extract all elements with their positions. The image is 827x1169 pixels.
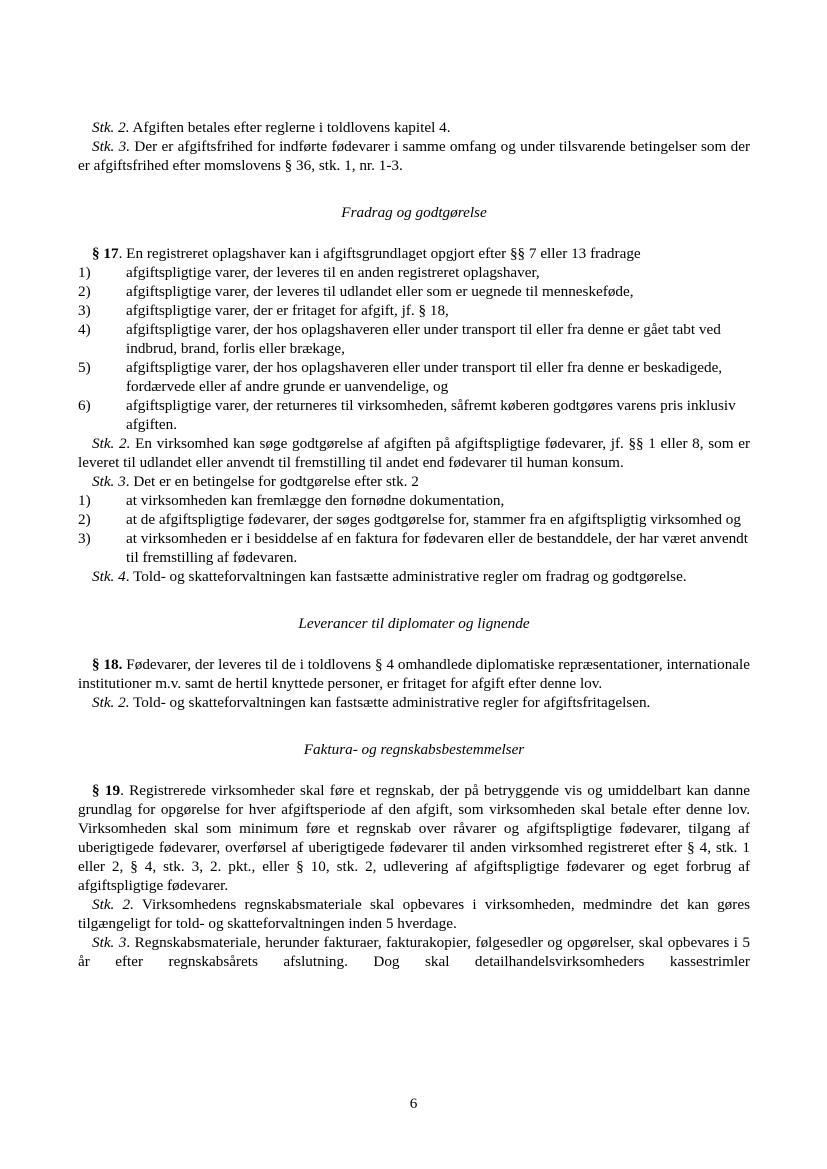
document-body bbox=[78, 118, 750, 971]
paragraph-text: . Registrerede virksomheder skal føre et regnskab, der på betryggende vis og umiddelbart kan danne grundlag for opgørelse for hver afgiftsperiode af den afgift, som virksomheden skal betale efter denne lov. Virksomheden skal som minimum føre et regnskab over råvarer og afgiftspligtige fødevarer, tilgang af uberigtigede fødevarer, overførsel af uberigtigede fødevarer til anden virksomhed registreret efter § 4, stk. 1 eller 2, § 4, stk. 3, 2. pkt., eller § 10, stk. 2, udlevering af afgiftspligtige fødevarer og eget forbrug af afgiftspligtige fødevarer. bbox=[78, 782, 751, 894]
paragraph-text: En virksomhed kan søge godtgørelse af afgiften på afgiftspligtige fødevarer, jf. §§ 1 eller 8, som er leveret til udlandet eller anvendt til fremstilling til andet end fødevarer til human konsum. bbox=[78, 435, 751, 471]
stk-label: Stk. 2. bbox=[92, 435, 131, 452]
paragraph-19-stk2 bbox=[78, 895, 750, 933]
section-heading-faktura: Faktura- og regnskabsbestemmelser bbox=[303, 741, 525, 758]
paragraph-16-stk3 bbox=[78, 137, 750, 175]
section-label: § 19 bbox=[92, 782, 121, 799]
stk-label: Stk. 3 bbox=[92, 934, 127, 951]
list-text: afgiftspligtige varer, der er fritaget for afgift, jf. § 18, bbox=[126, 302, 449, 319]
section-heading-fradrag: Fradrag og godtgørelse bbox=[341, 204, 487, 221]
list-number: 3) bbox=[78, 302, 91, 319]
list-text: at virksomheden er i besiddelse af en faktura for fødevaren eller de bestanddele, der har været anvendt til fremstilling af fødevaren. bbox=[126, 530, 748, 566]
stk-label: Stk. 2. bbox=[92, 119, 130, 136]
paragraph-17 bbox=[78, 244, 750, 263]
list-number: 1) bbox=[78, 264, 91, 281]
section-label: § 17 bbox=[92, 245, 119, 262]
list-item bbox=[78, 529, 750, 567]
list-item bbox=[78, 282, 750, 301]
stk-label: Stk. 2. bbox=[92, 694, 130, 711]
list-number: 4) bbox=[78, 321, 91, 338]
paragraph-text: Virksomhedens regnskabsmateriale skal opbevares i virksomheden, medmindre det kan gøres tilgængeligt for told- og skatteforvaltningen inden 5 hverdage. bbox=[78, 896, 750, 932]
paragraph-text: . Det er en betingelse for godtgørelse efter stk. 2 bbox=[125, 473, 419, 490]
list-item bbox=[78, 263, 750, 282]
list-number: 5) bbox=[78, 359, 91, 376]
stk-label: Stk. 3 bbox=[92, 473, 126, 490]
list-number: 2) bbox=[78, 511, 91, 528]
paragraph-18 bbox=[78, 655, 750, 693]
section-label: § 18. bbox=[92, 656, 123, 673]
paragraph-text: . Regnskabsmateriale, herunder fakturaer, fakturakopier, følgesedler og opgørelser, skal opbevares i 5 år efter regnskabsårets afslutning. Dog skal detailhandelsvirksomheders kassestrimler bbox=[78, 934, 751, 970]
list-text: afgiftspligtige varer, der leveres til udlandet eller som er uegnede til menneskeføde, bbox=[126, 283, 634, 300]
paragraph-19 bbox=[78, 781, 750, 895]
list-item bbox=[78, 301, 750, 320]
paragraph-text: Told- og skatteforvaltningen kan fastsætte administrative regler for afgiftsfritagelsen. bbox=[133, 694, 651, 711]
list-text: afgiftspligtige varer, der hos oplagshaveren eller under transport til eller fra denne er beskadigede, fordærvede eller af andre grunde er uanvendelige, og bbox=[126, 359, 723, 395]
paragraph-text: . Told- og skatteforvaltningen kan fastsætte administrative regler om fradrag og godtgørelse. bbox=[125, 568, 687, 585]
list-number: 1) bbox=[78, 492, 91, 509]
paragraph-18-stk2 bbox=[78, 693, 750, 712]
list-text: afgiftspligtige varer, der leveres til en anden registreret oplagshaver, bbox=[126, 264, 540, 281]
section-heading-leverancer: Leverancer til diplomater og lignende bbox=[298, 615, 530, 632]
page-number: 6 bbox=[409, 1095, 418, 1112]
stk-label: Stk. 2. bbox=[92, 896, 134, 913]
list-text: at virksomheden kan fremlægge den fornødne dokumentation, bbox=[126, 492, 505, 509]
list-item bbox=[78, 358, 750, 396]
stk-label: Stk. 4 bbox=[92, 568, 126, 585]
list-text: at de afgiftspligtige fødevarer, der søges godtgørelse for, stammer fra en afgiftspligtig virksomhed og bbox=[126, 511, 741, 528]
paragraph-text: . En registreret oplagshaver kan i afgiftsgrundlaget opgjort efter §§ 7 eller 13 fradrage bbox=[118, 245, 641, 262]
paragraph-17-stk2 bbox=[78, 434, 750, 472]
list-item bbox=[78, 491, 750, 510]
paragraph-text: Afgiften betales efter reglerne i toldlovens kapitel 4. bbox=[132, 119, 451, 136]
paragraph-17-stk3 bbox=[78, 472, 750, 491]
list-text: afgiftspligtige varer, der hos oplagshaveren eller under transport til eller fra denne er gået tabt ved indbrud, brand, forlis eller brækage, bbox=[126, 321, 721, 357]
list-item bbox=[78, 396, 750, 434]
list-item bbox=[78, 320, 750, 358]
paragraph-text: Der er afgiftsfrihed for indførte fødevarer i samme omfang og under tilsvarende betingelser som der er afgiftsfrihed efter momslovens § 36, stk. 1, nr. 1-3. bbox=[78, 138, 751, 174]
list-number: 6) bbox=[78, 397, 91, 414]
paragraph-17-stk4 bbox=[78, 567, 750, 586]
list-item bbox=[78, 510, 750, 529]
list-number: 3) bbox=[78, 530, 91, 547]
list-number: 2) bbox=[78, 283, 91, 300]
list-text: afgiftspligtige varer, der returneres til virksomheden, såfremt køberen godtgøres varens pris inklusiv afgiften. bbox=[126, 397, 736, 433]
paragraph-19-stk3 bbox=[78, 933, 750, 971]
paragraph-16-stk2 bbox=[78, 118, 750, 137]
paragraph-text: Fødevarer, der leveres til de i toldlovens § 4 omhandlede diplomatiske repræsentationer, internationale institutioner m.v. samt de hertil knyttede personer, er fritaget for afgift efter denne lov. bbox=[78, 656, 751, 692]
stk-label: Stk. 3. bbox=[92, 138, 131, 155]
